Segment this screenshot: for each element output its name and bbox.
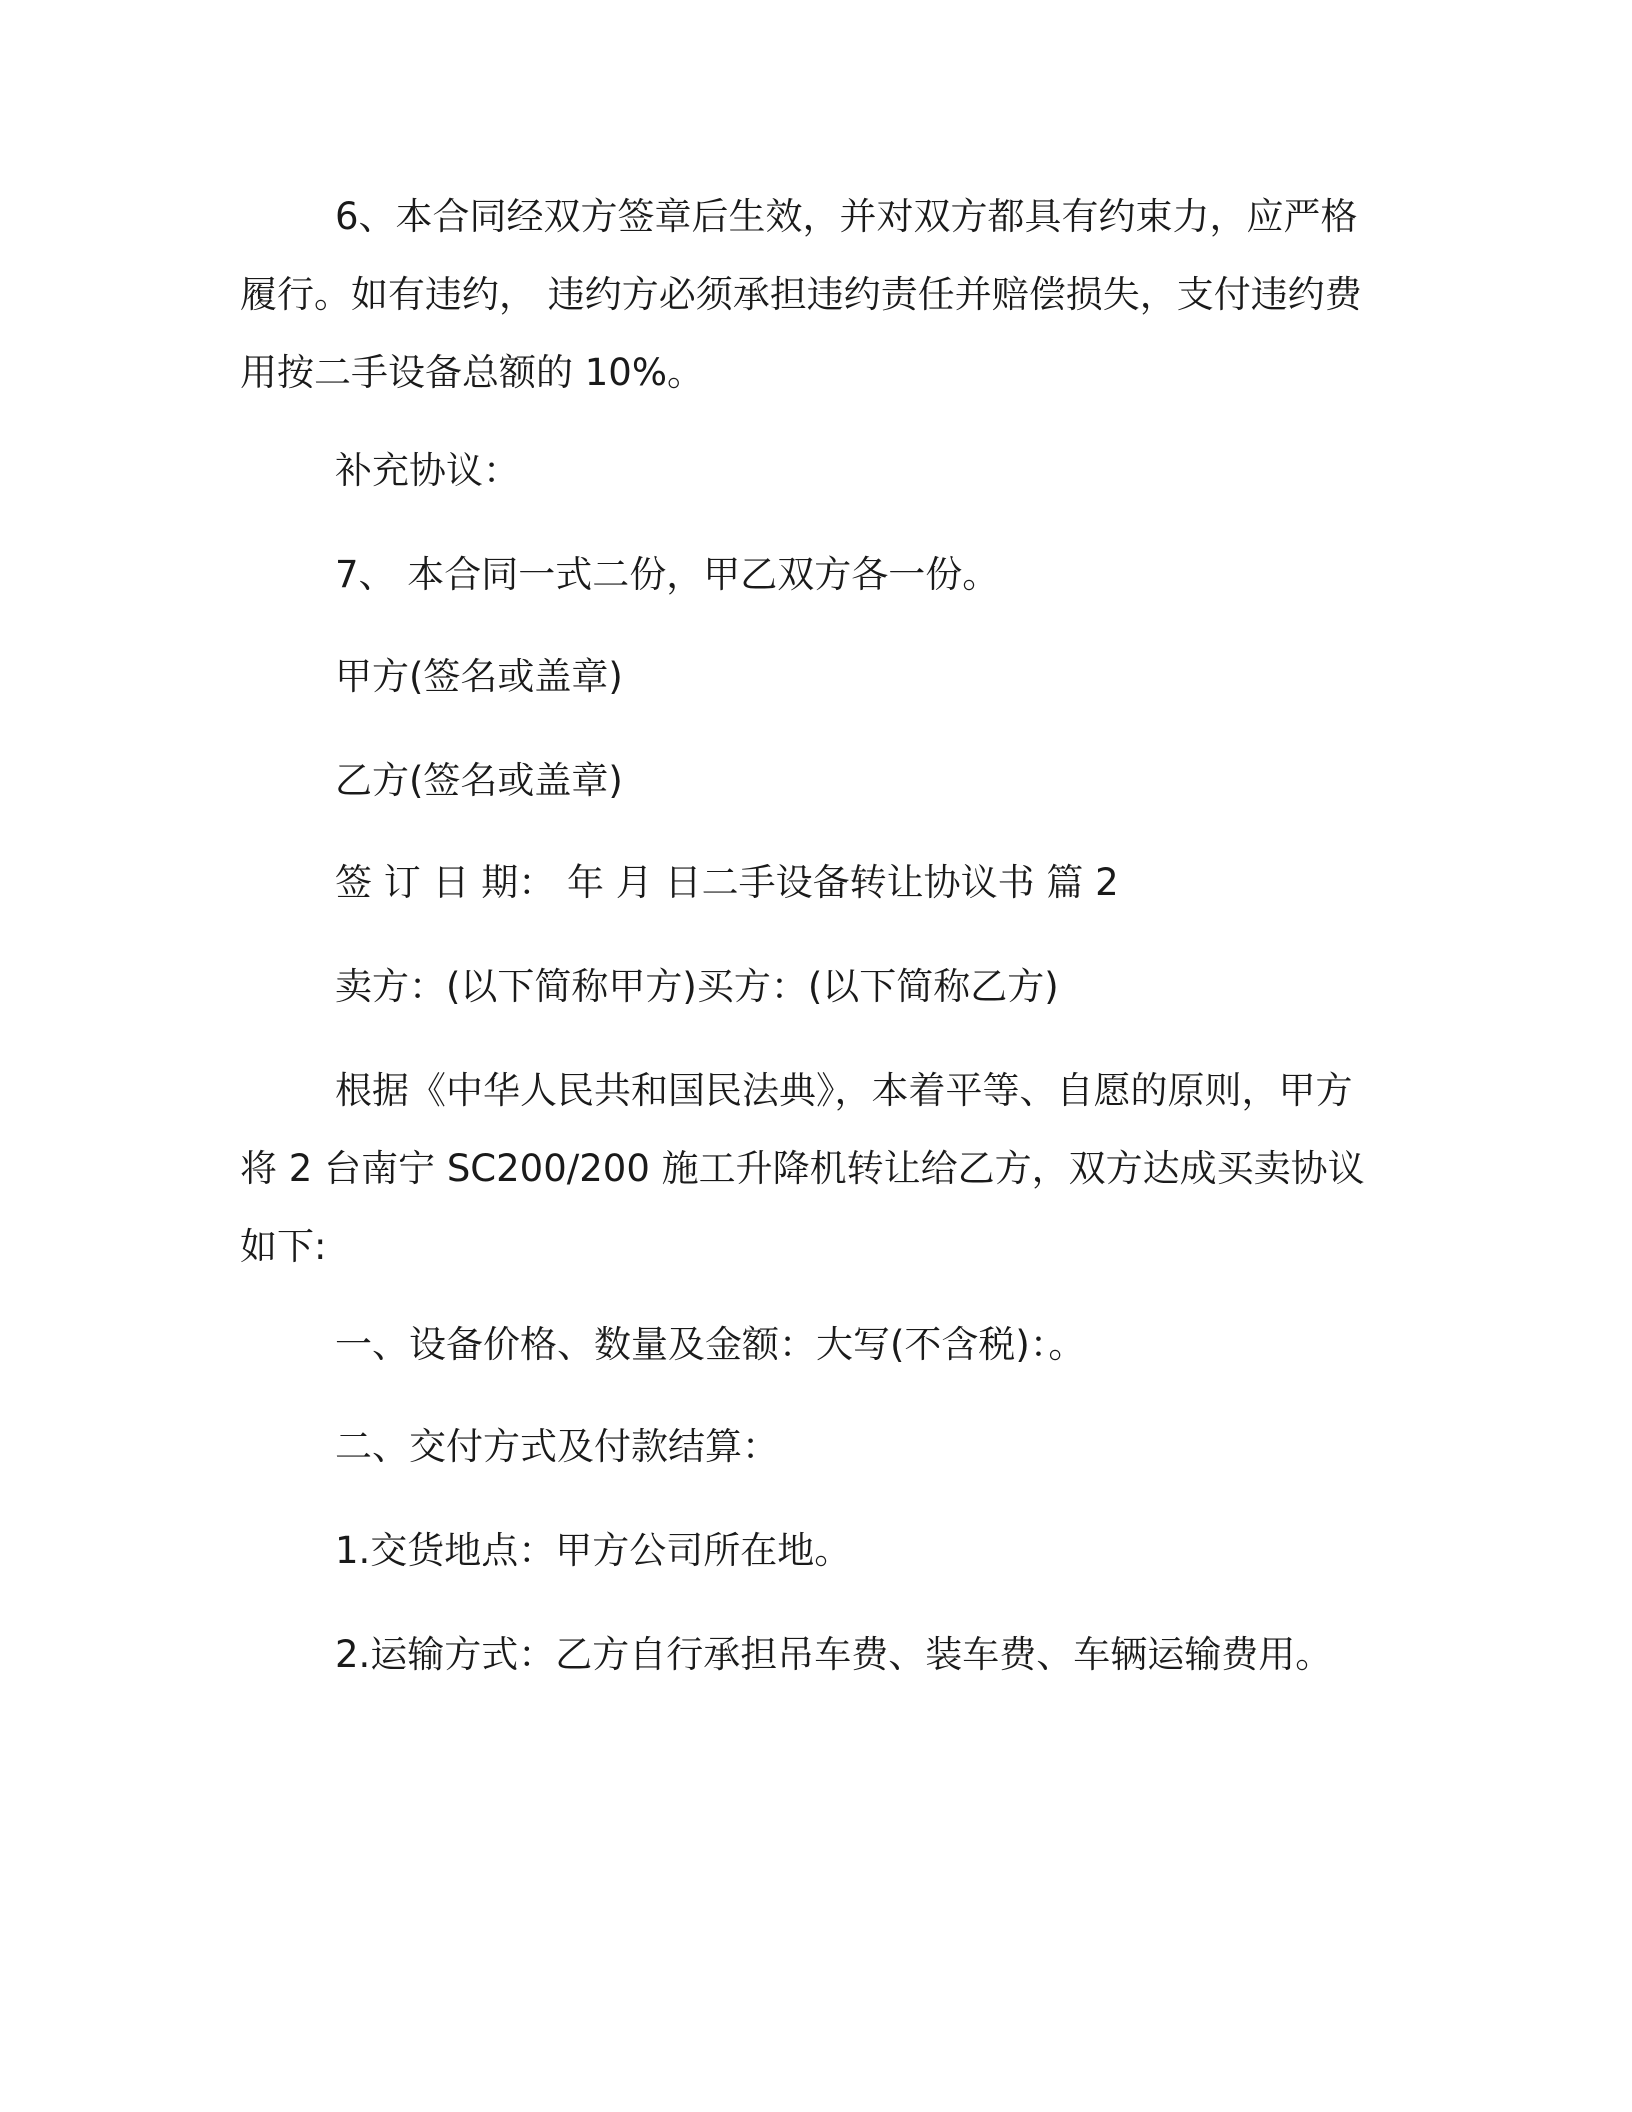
paragraph-delivery-location: 1.交货地点：甲方公司所在地。 xyxy=(335,1529,852,1572)
paragraph-party-b-signature: 乙方(签名或盖章) xyxy=(335,759,623,802)
paragraph-supplementary-agreement: 补充协议： xyxy=(335,449,520,492)
paragraph-party-a-signature: 甲方(签名或盖章) xyxy=(335,655,623,698)
paragraph-transport-method: 2.运输方式：乙方自行承担吊车费、装车费、车辆运输费用。 xyxy=(335,1633,1333,1676)
paragraph-section-2-delivery: 二、交付方式及付款结算： xyxy=(335,1425,779,1468)
paragraph-clause-6: 6、本合同经双方签章后生效，并对双方都具有约束力，应严格履行。如有违约， 违约方必须承担违约责任并赔偿损失，支付违约费用按二手设备总额的 10%。 xyxy=(240,195,1362,394)
paragraph-signing-date: 签 订 日 期： 年 月 日二手设备转让协议书 篇 2 xyxy=(335,861,1119,904)
paragraph-seller-buyer: 卖方：(以下简称甲方)买方：(以下简称乙方) xyxy=(335,965,1059,1008)
paragraph-section-1-price: 一、设备价格、数量及金额：大写(不含税)：。 xyxy=(335,1323,1086,1366)
paragraph-agreement-basis: 根据《中华人民共和国民法典》，本着平等、自愿的原则，甲方将 2 台南宁 SC200/200 施工升降机转让给乙方，双方达成买卖协议如下: xyxy=(240,1069,1365,1268)
paragraph-clause-7: 7、 本合同一式二份，甲乙双方各一份。 xyxy=(335,553,1000,596)
